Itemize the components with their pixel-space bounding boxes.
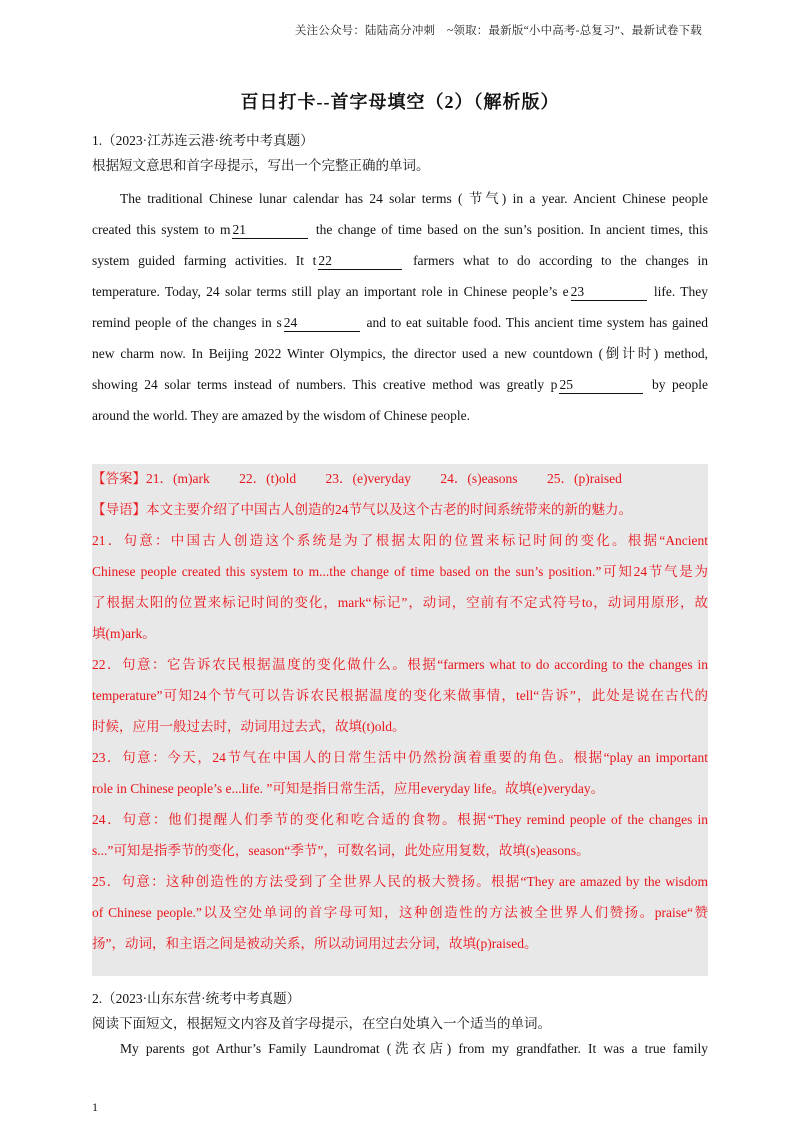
answer-guide: 【导语】本文主要介绍了中国古人创造的24节气以及这个古老的时间系统带来的新的魅力。 [92, 502, 632, 517]
explanation-line: Chinese people created this system to m...the change of time based on the sun’s position.”可知24节气是为 [92, 564, 708, 579]
document-title: 百日打卡--首字母填空（2）（解析版） [240, 92, 560, 112]
blank-22[interactable]: 22 [318, 252, 402, 270]
explanation-line: 23．句意：今天，24节气在中国人的日常生活中仍然扮演着重要的角色。根据“play an important [92, 750, 708, 765]
explanation-line: 填(m)ark。 [92, 626, 156, 641]
explanation-line: s...”可知是指季节的变化，season“季节”，可数名词，此处应用复数，故填(s)easons。 [92, 843, 590, 858]
question-1-source: 1.（2023·江苏连云港·统考中考真题） [92, 133, 314, 148]
page-header: 关注公众号：陆陆高分冲刺 ~领取：最新版“小中高考-总复习”、最新试卷下载 [294, 25, 702, 37]
answer-key: 【答案】21．(m)ark 22．(t)old 23．(e)veryday 24．(s)easons 25．(p)raised [92, 471, 622, 486]
explanation-line: 25．句意：这种创造性的方法受到了全世界人民的极大赞扬。根据“They are amazed by the wisdom [92, 874, 708, 889]
explanation-line: role in Chinese people’s e...life. ”可知是指日常生活，应用everyday life。故填(e)veryday。 [92, 781, 605, 796]
page-number: 1 [92, 1100, 98, 1114]
passage-line: around the world. They are amazed by the wisdom of Chinese people. [92, 408, 471, 423]
passage-line: remind people of the changes in s 24 and to eat suitable food. This ancient time system has gained [92, 315, 708, 330]
passage-line: system guided farming activities. It t 22 farmers what to do according to the changes in [92, 253, 709, 268]
passage-line: showing 24 solar terms instead of numbers. This creative method was greatly p 25 by people [92, 377, 709, 392]
passage-line: new charm now. In Beijing 2022 Winter Olympics, the director used a new countdown (倒计时) method, [92, 346, 708, 361]
passage-line: My parents got Arthur’s Family Laundromat (洗衣店) from my grandfather. It was a true family [120, 1041, 708, 1056]
explanation-line: 了根据太阳的位置来标记时间的变化，mark“标记”，动词，空前有不定式符号to，动词用原形，故 [92, 595, 708, 610]
explanation-line: 24．句意：他们提醒人们季节的变化和吃合适的食物。根据“They remind people of the changes in [92, 812, 708, 827]
passage-line: temperature. Today, 24 solar terms still play an important role in Chinese people’s e 23 life. They [92, 284, 709, 299]
blank-23[interactable]: 23 [571, 283, 647, 301]
passage-line: The traditional Chinese lunar calendar has 24 solar terms ( 节气) in a year. Ancient Chinese people [120, 191, 708, 206]
question-2-instruction: 阅读下面短文，根据短文内容及首字母提示，在空白处填入一个适当的单词。 [92, 1016, 551, 1031]
question-2 [92, 988, 708, 1069]
explanation-line: of Chinese people.”以及空处单词的首字母可知，这种创造性的方法被全世界人们赞扬。praise“赞 [92, 905, 708, 920]
explanation-line: 时候，应用一般过去时，动词用过去式，故填(t)old。 [92, 719, 406, 734]
blank-25[interactable]: 25 [559, 376, 643, 394]
question-2-source: 2.（2023·山东东营·统考中考真题） [92, 991, 301, 1006]
question-1-passage [92, 188, 708, 436]
blank-21[interactable]: 21 [232, 221, 308, 239]
question-1 [92, 130, 708, 180]
question-1-instruction: 根据短文意思和首字母提示，写出一个完整正确的单词。 [92, 158, 430, 173]
explanation-line: 22．句意：它告诉农民根据温度的变化做什么。根据“farmers what to do according to the changes in [92, 657, 708, 672]
blank-24[interactable]: 24 [284, 314, 360, 332]
answer-section [92, 466, 708, 962]
explanation-line: temperature”可知24个节气可以告诉农民根据温度的变化来做事情，tell“告诉”，此处是说在古代的 [92, 688, 708, 703]
explanation-line: 21．句意：中国古人创造这个系统是为了根据太阳的位置来标记时间的变化。根据“Ancient [92, 533, 708, 548]
passage-line: created this system to m 21 the change of time based on the sun’s position. In ancient times, this [92, 222, 708, 237]
explanation-line: 扬”，动词，和主语之间是被动关系，所以动词用过去分词，故填(p)raised。 [92, 936, 538, 951]
